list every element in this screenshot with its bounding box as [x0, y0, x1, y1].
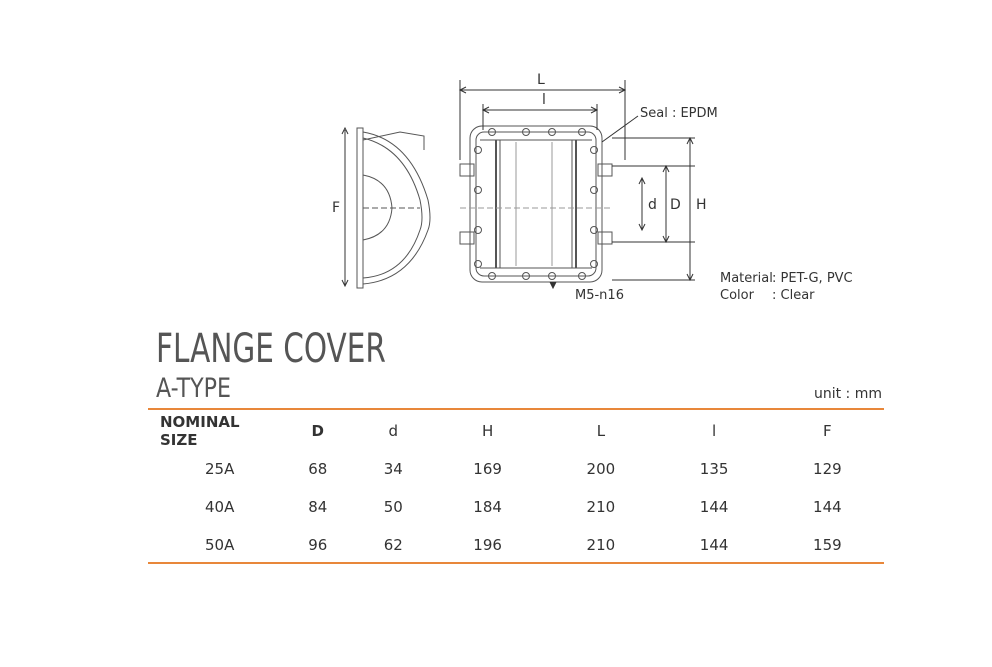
- cell-d: 62: [383, 536, 403, 554]
- table-top-rule: [148, 408, 884, 410]
- dim-label-d: d: [648, 197, 657, 213]
- color-spec: [720, 288, 815, 303]
- unit-label: unit : mm: [813, 386, 882, 402]
- header-nominal-size: NOMINAL SIZE: [160, 413, 240, 449]
- material-value: : PET-G, PVC: [772, 271, 853, 286]
- cell-H: 196: [473, 536, 502, 554]
- cell-L: 210: [586, 498, 616, 516]
- cell-D: 84: [308, 498, 328, 516]
- cell-size: 50A: [205, 536, 235, 554]
- seal-label: Seal : EPDM: [640, 106, 718, 121]
- cell-L: 200: [586, 460, 616, 478]
- cell-H: 184: [473, 498, 502, 516]
- cell-D: 96: [308, 536, 328, 554]
- material-key: Material: [720, 271, 773, 286]
- page-title: FLANGE COVER: [156, 326, 386, 372]
- bolt-label: M5-n16: [575, 288, 624, 303]
- dim-label-D: D: [670, 197, 681, 213]
- cell-F: 159: [813, 536, 842, 554]
- cell-H: 169: [473, 460, 502, 478]
- header-l: l: [712, 422, 717, 440]
- header-F: F: [823, 422, 832, 440]
- table-bottom-rule: [148, 562, 884, 564]
- table-row: [148, 526, 884, 564]
- cell-l: 144: [699, 536, 729, 554]
- dim-label-H: H: [696, 197, 707, 213]
- table-header-row: [148, 412, 884, 450]
- header-D: D: [311, 422, 324, 440]
- front-view: [460, 126, 612, 282]
- page-subtitle: A-TYPE: [156, 373, 232, 404]
- color-value: : Clear: [772, 288, 815, 303]
- cell-F: 129: [813, 460, 842, 478]
- dim-label-L: L: [537, 72, 545, 88]
- header-H: H: [481, 422, 494, 440]
- side-view: [342, 128, 430, 288]
- header-d: d: [388, 422, 399, 440]
- cell-L: 210: [586, 536, 616, 554]
- header-L: L: [596, 422, 606, 440]
- cell-D: 68: [308, 460, 328, 478]
- cell-l: 135: [699, 460, 729, 478]
- cell-size: 25A: [205, 460, 235, 478]
- material-spec: [720, 271, 853, 286]
- table-row: [148, 488, 884, 526]
- color-key: Color: [720, 288, 754, 303]
- cell-F: 144: [813, 498, 842, 516]
- cell-l: 144: [699, 498, 729, 516]
- dim-label-F: F: [332, 200, 341, 216]
- spec-table: [148, 412, 884, 564]
- table-row: [148, 450, 884, 488]
- cell-d: 50: [383, 498, 403, 516]
- cell-d: 34: [383, 460, 403, 478]
- cell-size: 40A: [205, 498, 235, 516]
- dim-label-l: l: [542, 92, 546, 108]
